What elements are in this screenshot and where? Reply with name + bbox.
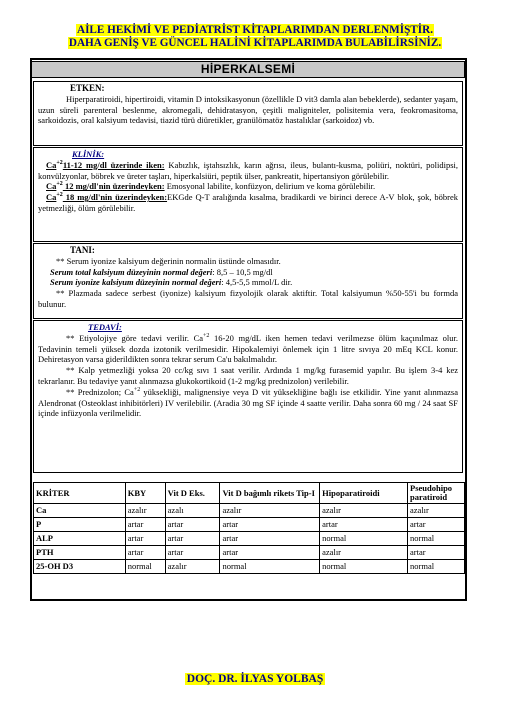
table-cell: artar (165, 546, 220, 560)
klinik-section (33, 147, 463, 242)
page-title: HİPERKALSEMİ (31, 61, 465, 78)
author-name: DOÇ. DR. İLYAS YOLBAŞ (186, 673, 324, 685)
tedavi-section (33, 320, 463, 473)
header-banner (0, 24, 510, 50)
table-cell: artar (408, 518, 465, 532)
table-header: KRİTER (34, 483, 126, 504)
table-cell: artar (220, 546, 320, 560)
table-cell: P (34, 518, 126, 532)
banner-line-2: DAHA GENİŞ VE GÜNCEL HALİNİ KİTAPLARIMDA BULABİLİRSİNİZ. (68, 37, 442, 49)
etken-section (33, 81, 463, 146)
table-cell: artar (125, 532, 165, 546)
table-cell: artar (220, 532, 320, 546)
table-row (34, 518, 465, 532)
table-row (34, 504, 465, 518)
table-cell: normal (125, 560, 165, 574)
table-cell: artar (165, 532, 220, 546)
table-header: KBY (125, 483, 165, 504)
table-header: Pseudohipo paratiroid (408, 483, 465, 504)
table-cell: ALP (34, 532, 126, 546)
tedavi-paragraph-3: ** Prednizolon; $Ca^{+2}$ yüksekliği, malignensiye veya D vit yüksekliğine bağlı ise etkilidir. Yine yanıt alınmazsa Alendronat (Osteoklast inhibitörleri) IV verilebilir. (Aradia 30 mg SF içinde 4 saatte verilir. Daha sonra 60 mg / 24 saat SF içinde infüzyonla verilmelidir. (38, 386, 458, 419)
table-row (34, 546, 465, 560)
tani-line-2: Serum total kalsiyum düzeyinin normal değeri: 8,5 – 10,5 mg/dl (50, 266, 273, 277)
table-header: Hipoparatiroidi (320, 483, 408, 504)
table-row (34, 560, 465, 574)
author-footer (0, 673, 510, 685)
table-cell: azalır (125, 504, 165, 518)
tani-heading: TANI: (70, 245, 95, 255)
table-cell: artar (408, 546, 465, 560)
tani-line-1: ** Serum iyonize kalsiyum değerinin normalin üstünde olmasıdır. (56, 255, 281, 266)
table-cell: azalı (165, 504, 220, 518)
table-cell: PTH (34, 546, 126, 560)
klinik-line-3: $Ca^{+2}$ 18 mg/dl'nin üzerindeyken:EKGde Q-T aralığında kısalma, bradikardi ve birinci derece A-V blok, şok, böbrek yetmezliği, ölüm görülebilir. (38, 192, 458, 213)
table-cell: 25-OH D3 (34, 560, 126, 574)
table-cell: azalır (320, 546, 408, 560)
table-cell: artar (165, 518, 220, 532)
banner-line-1: AİLE HEKİMİ VE PEDİATRİST KİTAPLARIMDAN DERLENMİŞTİR. (77, 24, 433, 36)
etken-text: Hiperparatiroidi, hipertiroidi, vitamin D intoksikasyonun (özellikle D vit3 damla alan bebeklerde), sedanter yaşam, uzun süreli parenteral beslenme, akromegali, dehidratasyon, çeşitli maligniteler, polisitemia vera, feokromasitoma, sarkoidozis, oral kalsiyum tedavisi, tiazid türü diüretikler, granülömatöz hastalıklar (sarkoidoz) vb. (38, 93, 458, 126)
comparison-table (33, 482, 465, 574)
table-cell: azalır (220, 504, 320, 518)
tedavi-heading: TEDAVİ: (88, 322, 122, 332)
tedavi-paragraph-1: ** Etiyolojiye göre tedavi verilir. $Ca^{+2}$ 16-20 mg/dL iken hemen tedavi verilmezse ölüm kaçınılmaz olur. Tedavinin temeli yüksek dozda izotonik verilmesidir. Hipokalemiyi önlemek için 1 litre sıvıya 20 mEq KCL konur. Dehiretasyon varsa giderildikten sonra tekrar serum Ca'u bakılmalıdır. (38, 332, 458, 365)
table-cell: normal (220, 560, 320, 574)
klinik-line-2: $Ca^{+2}$ 12 mg/dl'nin üzerindeyken: Emosyonal labilite, konfüzyon, delirium ve koma görülebilir. (46, 181, 376, 192)
table-cell: artar (320, 518, 408, 532)
table-cell: artar (220, 518, 320, 532)
klinik-line-1: $Ca^{+2}11-12$ mg/dl üzerinde iken: Kabızlık, iştahsızlık, karın ağrısı, ileus, bulantı-kusma, poliüri, noktüri, polidipsi, konvülzyonlar, böbrek ve üreter taşları, hiperkalsiüri, peptik ülser, pankreatit, hipertansiyon görülebilir. (38, 159, 458, 181)
table-cell: normal (408, 560, 465, 574)
table-cell: azalır (408, 504, 465, 518)
klinik-heading: KLİNİK: (72, 149, 105, 159)
table-row (34, 532, 465, 546)
table-cell: artar (125, 518, 165, 532)
table-cell: normal (408, 532, 465, 546)
tedavi-paragraph-2: ** Kalp yetmezliği yoksa 20 cc/kg sıvı 1 saat verilir. Ardında 1 mg/kg furasemid yapılır. Bu işlem 3-4 kez tekrarlanır. Bu tedaviye yanıt alınmazsa glukokortikoid (1-2 mg/kg prednizolon) verilebilir. (38, 365, 458, 386)
tani-line-4: ** Plazmada sadece serbest (iyonize) kalsiyum fizyolojik olarak aktiftir. Total kalsiyumun %50-55'i bu formda bulunur. (38, 288, 458, 309)
table-header-row (34, 483, 465, 504)
table-header: Vit D bağımlı rikets Tip-I (220, 483, 320, 504)
tani-section (33, 243, 463, 319)
table-cell: normal (320, 560, 408, 574)
table-header: Vit D Eks. (165, 483, 220, 504)
table-cell: azalır (165, 560, 220, 574)
table-cell: azalır (320, 504, 408, 518)
table-cell: artar (125, 546, 165, 560)
table-cell: normal (320, 532, 408, 546)
etken-heading: ETKEN: (70, 83, 105, 93)
table-cell: Ca (34, 504, 126, 518)
tani-line-3: Serum iyonize kalsiyum düzeyinin normal değeri: 4,5-5,5 mmol/L dir. (50, 277, 293, 288)
